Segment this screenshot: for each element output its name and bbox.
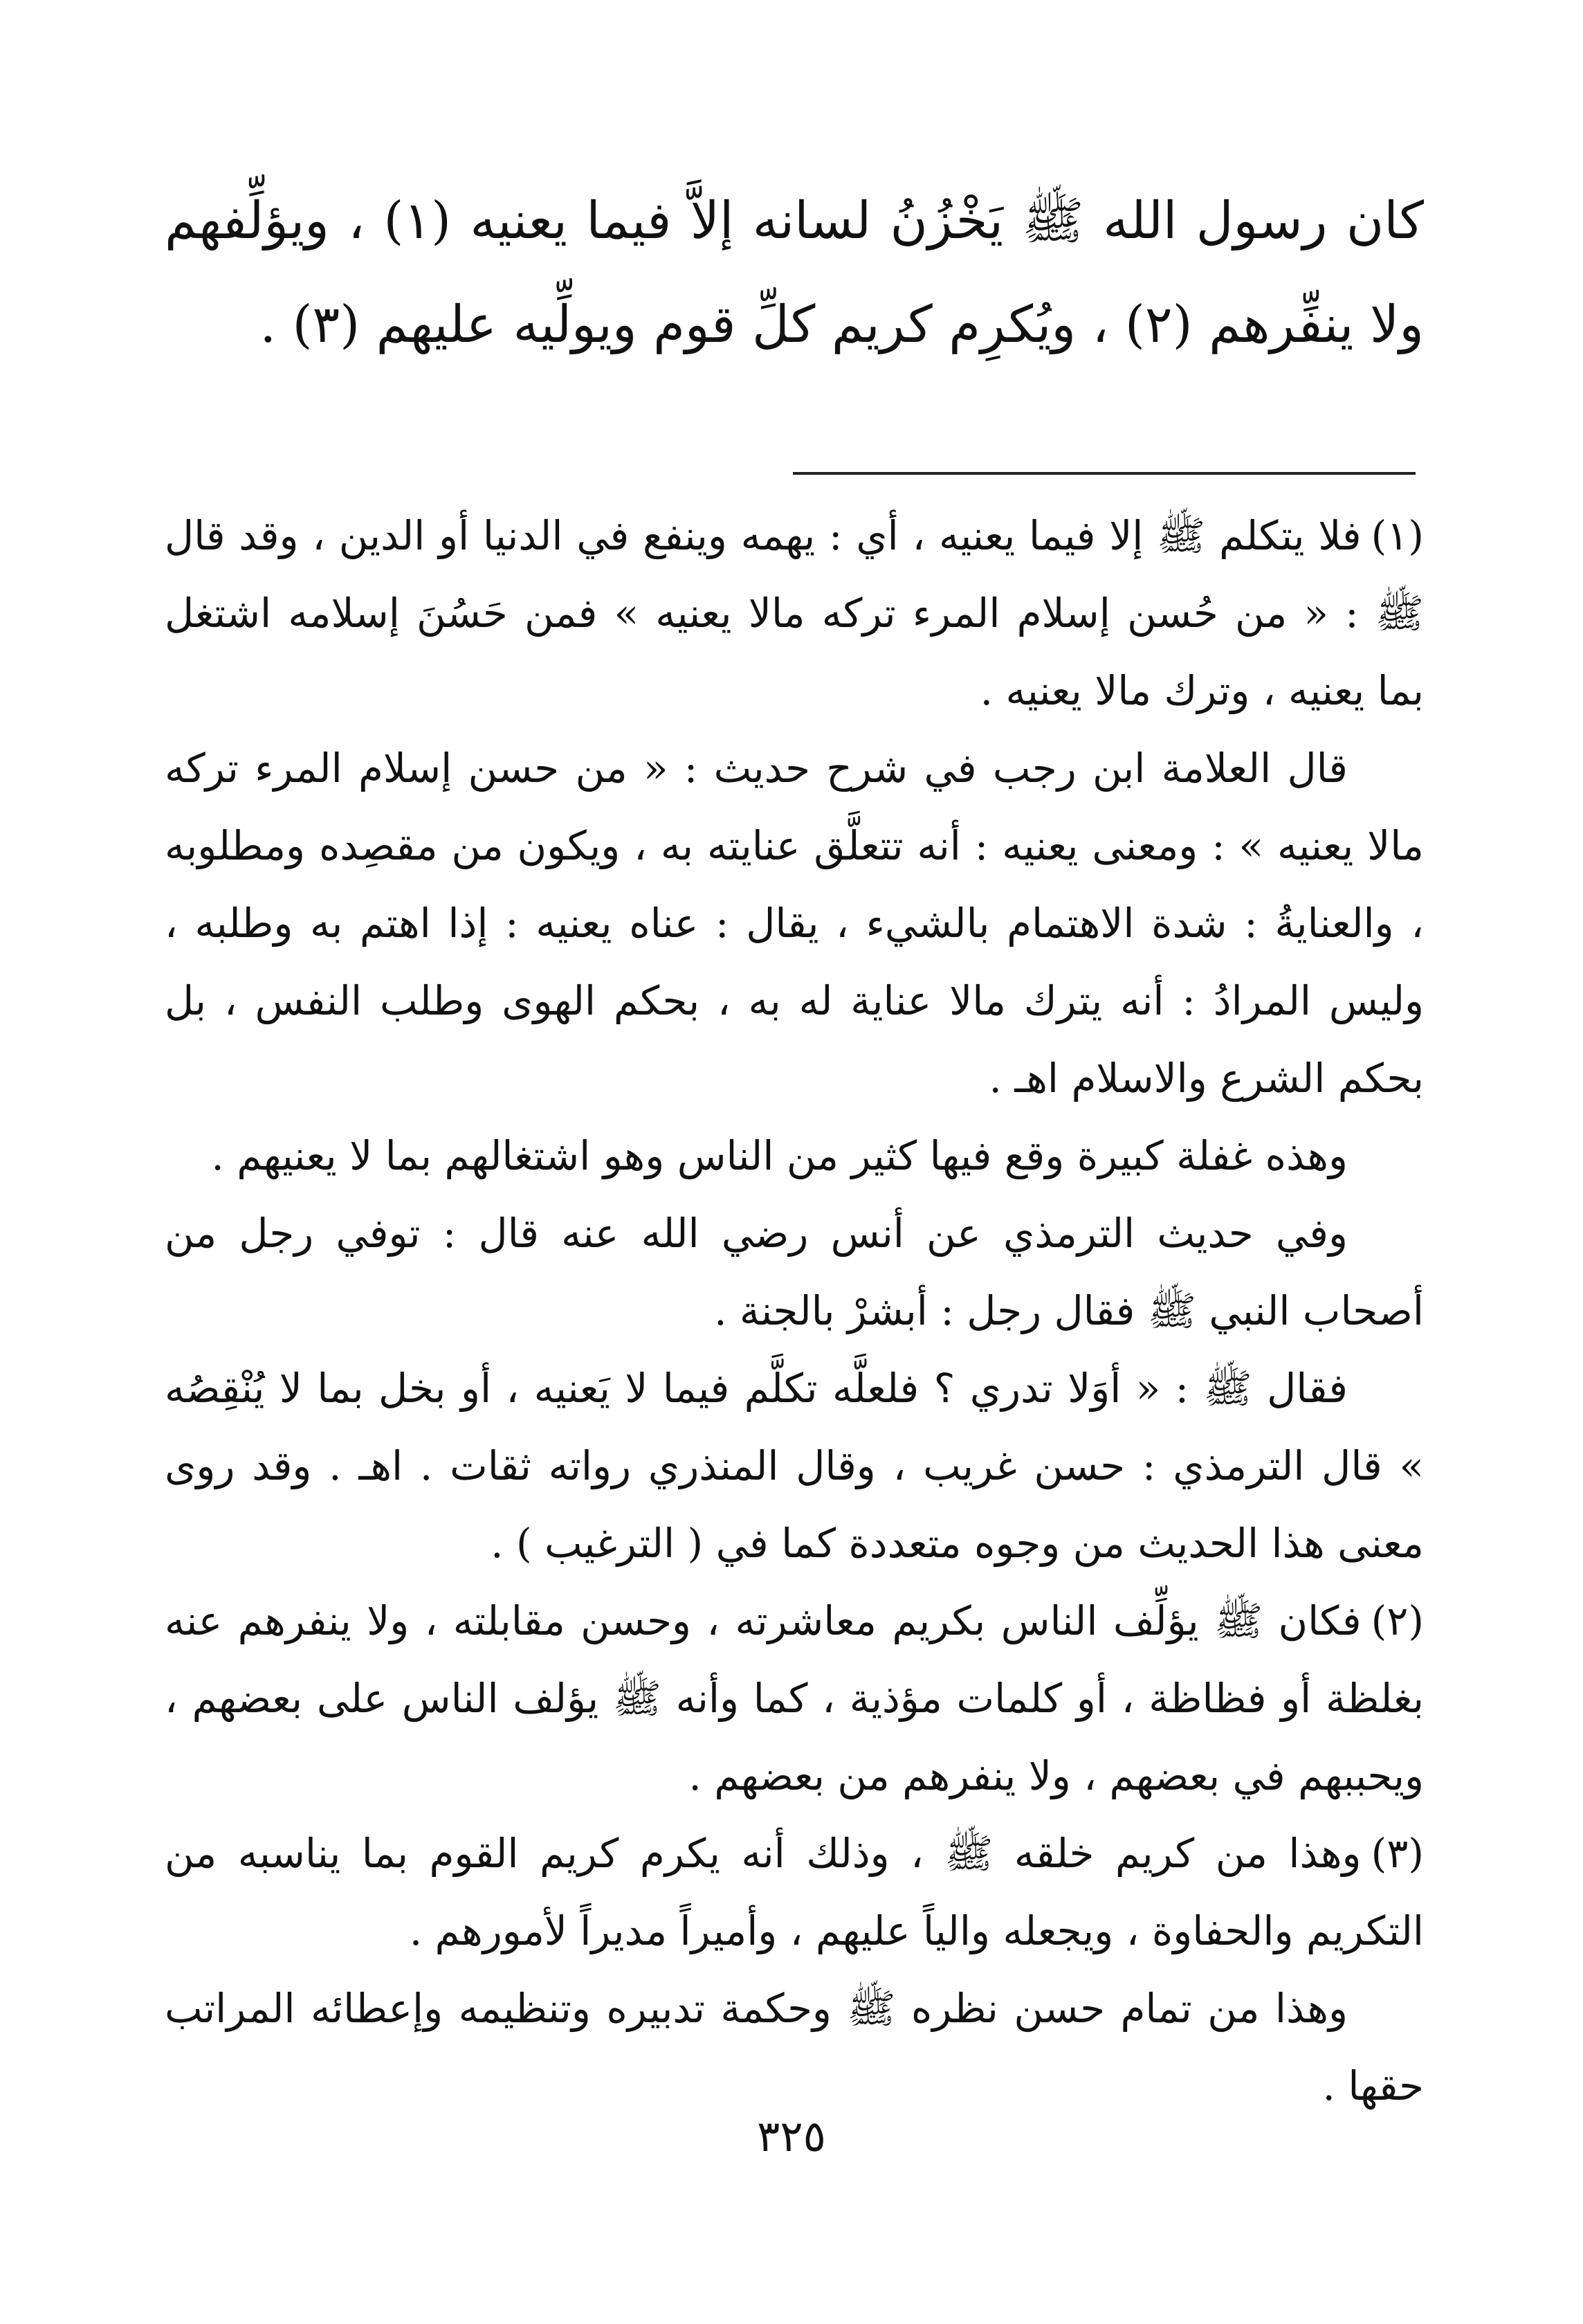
- footnote-1-paragraph-2: قال العلامة ابن رجب في شرح حديث : « من حسن إسلام المرء تركه مالا يعنيه » : ومعنى يعنيه : أنه تتعلَّق عنايته به ، ويكون من مقصِده ومطلوبه ، والعنايةُ : شدة الاهتمام بالشيء ، يقال : عناه يعنيه : إذا اهتم به وطلبه ، وليس المرادُ : أنه يترك مالا عناية له به ، بحكم الهوى وطلب النفس ، بل بحكم الشرع والاسلام اهـ .: [165, 745, 1424, 1102]
- main-text-paragraph: كان رسول الله ﷺ يَخْزُنُ لسانه إلاَّ فيما يعنيه (١) ، ويؤلِّفهم ولا ينفِّرهم (٢) ، ويُكرِم كريم كلِّ قوم ويولِّيه عليهم (٣) .: [165, 191, 1424, 354]
- page-number: ٣٢٥: [757, 2111, 826, 2161]
- footnote-3: [165, 1815, 1424, 1970]
- footnote-1-paragraph-4: وفي حديث الترمذي عن أنس رضي الله عنه قال : توفي رجل من أصحاب النبي ﷺ فقال رجل : أبشرْ بالجنة .: [165, 1210, 1424, 1334]
- footnote-2: [165, 1582, 1424, 1815]
- footnote-1-marker: (١): [1371, 512, 1424, 559]
- footnote-1-paragraph-3: وهذه غفلة كبيرة وقع فيها كثير من الناس وهو اشتغالهم بما لا يعنيهم .: [211, 1132, 1348, 1179]
- footnote-1-paragraph-5: فقال ﷺ : « أوَلا تدري ؟ فلعلَّه تكلَّم فيما لا يَعنيه ، أو بخل بما لا يُنْقِصُه » قال الترمذي : حسن غريب ، وقال المنذري رواته ثقات . اهـ . وقد روى معنى هذا الحديث من وجوه متعددة كما في ( الترغيب ) .: [165, 1365, 1424, 1567]
- footnote-2-text: فكان ﷺ يؤلِّف الناس بكريم معاشرته ، وحسن مقابلته ، ولا ينفرهم عنه بغلظة أو فظاظة ، أو كلمات مؤذية ، كما وأنه ﷺ يؤلف الناس على بعضهم ، ويحببهم في بعضهم ، ولا ينفرهم من بعضهم .: [165, 1597, 1424, 1799]
- footnote-3-text: وهذا من كريم خلقه ﷺ ، وذلك أنه يكرم كريم القوم بما يناسبه من التكريم والحفاوة ، ويجعله والياً عليهم ، وأميراً مديراً لأمورهم .: [165, 1830, 1424, 1954]
- footnote-3-marker: (٣): [1371, 1830, 1424, 1877]
- footnote-1-text: فلا يتكلم ﷺ إلا فيما يعنيه ، أي : يهمه وينفع في الدنيا أو الدين ، وقد قال ﷺ : « من حُسن إسلام المرء تركه مالا يعنيه » فمن حَسُنَ إسلامه اشتغل بما يعنيه ، وترك مالا يعنيه .: [165, 512, 1424, 714]
- footnote-1: [165, 497, 1424, 729]
- footnote-divider: [793, 472, 1416, 475]
- footnote-3-paragraph-2: وهذا من تمام حسن نظره ﷺ وحكمة تدبيره وتنظيمه وإعطائه المراتب حقها .: [165, 1985, 1424, 2109]
- footnote-2-marker: (٢): [1371, 1597, 1424, 1644]
- footnotes-section: [165, 497, 1424, 2125]
